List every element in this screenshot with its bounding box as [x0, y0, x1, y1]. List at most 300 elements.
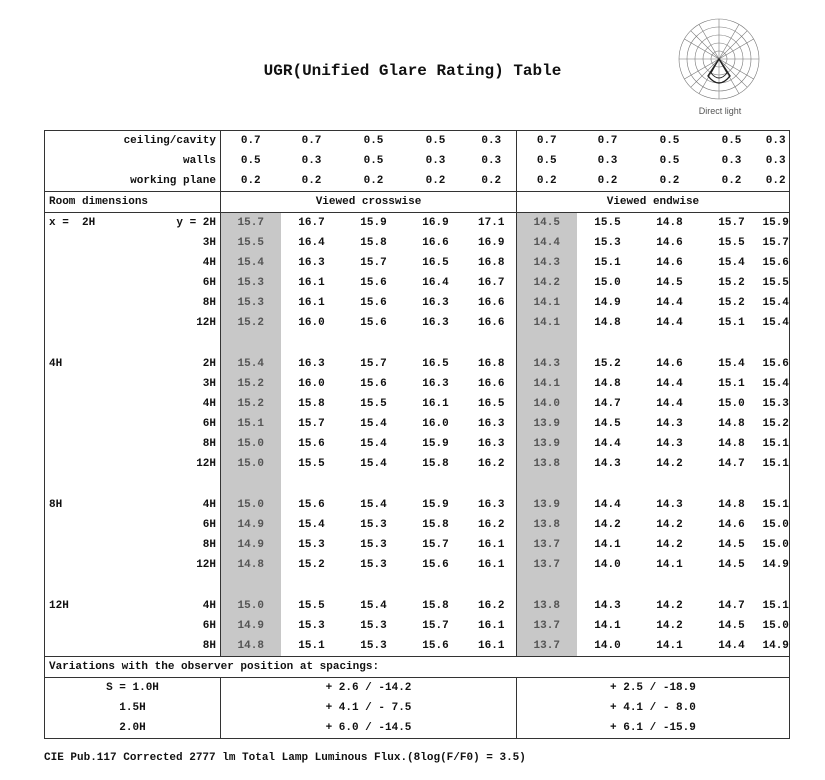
ugr-value: 15.3 — [360, 539, 387, 551]
spacer-cell — [763, 333, 790, 354]
ugr-value: 15.7 — [718, 217, 745, 229]
reflectance-value: 0.3 — [763, 131, 790, 152]
ugr-value: 15.5 — [763, 273, 790, 293]
data-row — [45, 636, 790, 657]
ugr-value: 16.2 — [478, 600, 505, 612]
ugr-value: 15.4 — [718, 257, 745, 269]
room-y-label: 12H — [169, 454, 221, 474]
room-x-label: 4H — [45, 354, 169, 374]
room-x-label — [45, 374, 169, 394]
ugr-value: 14.9 — [763, 636, 790, 657]
ugr-value: 16.1 — [298, 277, 325, 289]
spacer-cell — [45, 474, 221, 495]
ugr-value: 15.6 — [298, 438, 325, 450]
spacing-label: 2.0H — [45, 718, 221, 739]
ugr-value: 15.4 — [360, 438, 387, 450]
ugr-value: 15.0 — [594, 277, 621, 289]
ugr-value: 15.4 — [360, 418, 387, 430]
ugr-value: 14.1 — [594, 539, 621, 551]
ugr-value: 16.3 — [478, 418, 505, 430]
spacer-cell — [343, 333, 405, 354]
ugr-value: 13.8 — [517, 596, 577, 616]
ugr-value: 15.6 — [360, 277, 387, 289]
reflectance-value: 0.5 — [517, 151, 577, 171]
spacer-cell — [517, 474, 577, 495]
ugr-value: 15.4 — [718, 358, 745, 370]
ugr-value: 15.7 — [298, 418, 325, 430]
room-y-label: 4H — [169, 596, 221, 616]
ugr-value: 15.8 — [298, 398, 325, 410]
crosswise-variation: + 6.0 / -14.5 — [221, 718, 517, 739]
ugr-value: 14.3 — [656, 499, 683, 511]
data-row — [45, 495, 790, 515]
spacer-cell — [639, 474, 701, 495]
ugr-value: 15.7 — [763, 233, 790, 253]
room-y-label: 6H — [169, 414, 221, 434]
reflectance-label: working plane — [45, 171, 221, 192]
data-row — [45, 394, 790, 414]
reflectance-value: 0.5 — [343, 131, 405, 152]
spacer-cell — [517, 575, 577, 596]
room-x-label — [45, 515, 169, 535]
room-x-label — [45, 253, 169, 273]
data-row — [45, 253, 790, 273]
ugr-value: 15.0 — [221, 596, 281, 616]
ugr-value: 15.0 — [718, 398, 745, 410]
ugr-value: 14.1 — [594, 620, 621, 632]
ugr-value: 16.2 — [478, 519, 505, 531]
reflectance-value: 0.2 — [763, 171, 790, 192]
room-y-label: 6H — [169, 616, 221, 636]
room-x-label — [45, 616, 169, 636]
ugr-value: 14.3 — [656, 418, 683, 430]
data-row — [45, 616, 790, 636]
data-row — [45, 454, 790, 474]
data-row — [45, 313, 790, 333]
ugr-value: 14.8 — [221, 636, 281, 657]
reflectance-value: 0.2 — [467, 171, 517, 192]
footer-note: CIE Pub.117 Corrected 2777 lm Total Lamp Luminous Flux.(8log(F/F0) = 3.5) — [44, 752, 526, 764]
ugr-value: 14.8 — [718, 499, 745, 511]
ugr-value: 15.7 — [221, 213, 281, 234]
ugr-value: 13.8 — [517, 454, 577, 474]
spacer-cell — [577, 333, 639, 354]
variation-row — [45, 718, 790, 739]
ugr-value: 14.3 — [656, 438, 683, 450]
endwise-header: Viewed endwise — [517, 192, 790, 213]
spacer-cell — [639, 575, 701, 596]
spacer-cell — [343, 474, 405, 495]
ugr-value: 15.5 — [594, 217, 621, 229]
spacer-cell — [405, 333, 467, 354]
ugr-value: 16.5 — [422, 257, 449, 269]
ugr-value: 15.8 — [422, 600, 449, 612]
data-row — [45, 555, 790, 575]
ugr-value: 15.9 — [422, 499, 449, 511]
room-y-label: 6H — [169, 515, 221, 535]
ugr-value: 15.3 — [360, 559, 387, 571]
ugr-value: 16.5 — [478, 398, 505, 410]
ugr-value: 16.3 — [478, 438, 505, 450]
ugr-value: 14.4 — [656, 297, 683, 309]
ugr-value: 14.1 — [517, 293, 577, 313]
reflectance-value: 0.2 — [221, 171, 281, 192]
spacing-label: 1.5H — [45, 698, 221, 718]
ugr-value: 14.1 — [517, 313, 577, 333]
header-row — [45, 192, 790, 213]
ugr-value: 15.3 — [298, 620, 325, 632]
ugr-value: 15.3 — [360, 519, 387, 531]
spacer-cell — [577, 474, 639, 495]
ugr-value: 16.1 — [298, 297, 325, 309]
reflectance-value: 0.5 — [639, 131, 701, 152]
data-row — [45, 273, 790, 293]
ugr-value: 15.5 — [298, 600, 325, 612]
crosswise-variation: + 2.6 / -14.2 — [325, 682, 412, 694]
ugr-value: 16.3 — [478, 499, 505, 511]
spacer-cell — [405, 575, 467, 596]
room-x-label — [45, 293, 169, 313]
reflectance-row-walls — [45, 151, 790, 171]
ugr-value: 14.6 — [656, 358, 683, 370]
reflectance-value: 0.2 — [281, 171, 343, 192]
ugr-value: 14.8 — [718, 418, 745, 430]
ugr-value: 16.3 — [422, 297, 449, 309]
room-y-label: 3H — [169, 233, 221, 253]
spacer-cell — [467, 333, 517, 354]
reflectance-value: 0.3 — [425, 155, 446, 167]
room-x-label — [45, 273, 169, 293]
ugr-value: 16.1 — [422, 398, 449, 410]
ugr-value: 15.8 — [422, 519, 449, 531]
ugr-value: 15.5 — [298, 458, 325, 470]
ugr-value: 16.3 — [298, 257, 325, 269]
reflectance-value: 0.3 — [597, 155, 618, 167]
ugr-value: 15.7 — [422, 539, 449, 551]
ugr-value: 15.3 — [221, 273, 281, 293]
ugr-value: 14.2 — [656, 519, 683, 531]
reflectance-value: 0.7 — [221, 131, 281, 152]
ugr-value: 16.1 — [467, 636, 517, 657]
room-y-value: 2H — [202, 217, 216, 229]
spacer-cell — [45, 575, 221, 596]
room-x-label — [45, 313, 169, 333]
ugr-value: 15.9 — [763, 213, 790, 234]
room-y-prefix: y = — [176, 217, 197, 229]
ugr-value: 15.3 — [221, 293, 281, 313]
ugr-value: 16.1 — [478, 620, 505, 632]
ugr-value: 15.6 — [298, 499, 325, 511]
ugr-value: 14.9 — [221, 535, 281, 555]
ugr-value: 14.9 — [221, 515, 281, 535]
ugr-value: 15.2 — [298, 559, 325, 571]
ugr-value: 14.9 — [763, 555, 790, 575]
ugr-value: 14.4 — [517, 233, 577, 253]
ugr-value: 15.4 — [763, 374, 790, 394]
ugr-value: 16.6 — [422, 237, 449, 249]
reflectance-row-ceiling — [45, 131, 790, 152]
ugr-value: 15.2 — [718, 297, 745, 309]
ugr-value: 15.4 — [221, 253, 281, 273]
data-row — [45, 434, 790, 454]
ugr-value: 14.4 — [656, 398, 683, 410]
reflectance-value: 0.2 — [405, 171, 467, 192]
data-row — [45, 515, 790, 535]
reflectance-value: 0.5 — [405, 131, 467, 152]
ugr-value: 16.3 — [422, 378, 449, 390]
spacer-cell — [467, 575, 517, 596]
ugr-value: 15.1 — [763, 596, 790, 616]
room-dimensions-header: Room dimensions — [45, 192, 221, 213]
spacer-cell — [763, 575, 790, 596]
ugr-value: 15.2 — [763, 414, 790, 434]
data-row — [45, 374, 790, 394]
ugr-value: 16.2 — [478, 458, 505, 470]
ugr-value: 16.0 — [298, 378, 325, 390]
ugr-value: 15.2 — [594, 358, 621, 370]
spacing-label: S = 1.0H — [45, 678, 221, 699]
ugr-value: 14.9 — [221, 616, 281, 636]
ugr-value: 16.4 — [422, 277, 449, 289]
ugr-value: 15.9 — [422, 438, 449, 450]
ugr-value: 16.6 — [478, 378, 505, 390]
space — [196, 217, 203, 229]
room-y-label: 8H — [169, 535, 221, 555]
variations-heading: Variations with the observer position at spacings: — [45, 657, 790, 678]
ugr-value: 15.6 — [763, 354, 790, 374]
room-x-label — [45, 555, 169, 575]
crosswise-header: Viewed crosswise — [221, 192, 517, 213]
ugr-value: 15.1 — [718, 378, 745, 390]
spacer-cell — [281, 575, 343, 596]
ugr-value: 15.4 — [360, 499, 387, 511]
room-y-label: 4H — [169, 253, 221, 273]
room-x-label — [45, 233, 169, 253]
ugr-value: 15.0 — [221, 495, 281, 515]
ugr-value: 14.0 — [594, 559, 621, 571]
room-y-label: 8H — [169, 434, 221, 454]
ugr-value: 15.6 — [405, 636, 467, 657]
ugr-value: 15.7 — [360, 358, 387, 370]
spacer-row — [45, 333, 790, 354]
reflectance-value: 0.7 — [577, 131, 639, 152]
room-y-label: 8H — [169, 636, 221, 657]
spacer-cell — [343, 575, 405, 596]
room-x-label: 12H — [45, 596, 169, 616]
reflectance-value: 0.5 — [659, 155, 680, 167]
reflectance-value: 0.3 — [301, 155, 322, 167]
ugr-value: 14.7 — [718, 600, 745, 612]
ugr-value: 14.7 — [594, 398, 621, 410]
spacer-cell — [701, 575, 763, 596]
spacer-cell — [467, 474, 517, 495]
data-row — [45, 414, 790, 434]
ugr-value: 15.6 — [360, 378, 387, 390]
ugr-value: 14.1 — [639, 636, 701, 657]
spacer-cell — [281, 474, 343, 495]
data-row — [45, 596, 790, 616]
ugr-value: 15.5 — [718, 237, 745, 249]
spacer-cell — [221, 575, 281, 596]
ugr-value: 15.1 — [763, 495, 790, 515]
ugr-value: 16.8 — [478, 257, 505, 269]
room-x-label — [45, 394, 169, 414]
ugr-value: 15.3 — [298, 539, 325, 551]
ugr-value: 15.6 — [360, 297, 387, 309]
room-y-label: 3H — [169, 374, 221, 394]
room-x-label — [45, 414, 169, 434]
ugr-value: 15.2 — [221, 394, 281, 414]
spacer-cell — [281, 333, 343, 354]
room-y-label — [169, 213, 221, 234]
ugr-value: 13.7 — [517, 555, 577, 575]
variations-heading-row — [45, 657, 790, 678]
crosswise-variation: + 4.1 / - 7.5 — [325, 702, 412, 714]
spacer-cell — [639, 333, 701, 354]
ugr-value: 15.6 — [422, 559, 449, 571]
data-row — [45, 233, 790, 253]
spacer-cell — [405, 474, 467, 495]
ugr-value: 15.8 — [360, 237, 387, 249]
ugr-value: 16.0 — [422, 418, 449, 430]
room-y-label: 4H — [169, 394, 221, 414]
ugr-value: 14.8 — [594, 378, 621, 390]
room-y-label: 6H — [169, 273, 221, 293]
endwise-variation: + 4.1 / - 8.0 — [517, 698, 790, 718]
ugr-value: 14.5 — [718, 620, 745, 632]
ugr-value: 15.1 — [281, 636, 343, 657]
room-y-label: 12H — [169, 313, 221, 333]
spacer-cell — [45, 333, 221, 354]
ugr-value: 15.4 — [360, 600, 387, 612]
data-row — [45, 354, 790, 374]
ugr-value: 15.4 — [221, 354, 281, 374]
ugr-value: 15.8 — [422, 458, 449, 470]
spacer-cell — [517, 333, 577, 354]
reflectance-value: 0.2 — [639, 171, 701, 192]
reflectance-label: ceiling/cavity — [45, 131, 221, 152]
ugr-value: 15.2 — [221, 313, 281, 333]
ugr-value: 13.7 — [517, 535, 577, 555]
data-row — [45, 293, 790, 313]
ugr-value: 15.3 — [360, 620, 387, 632]
ugr-value: 14.5 — [656, 277, 683, 289]
ugr-value: 16.6 — [478, 317, 505, 329]
ugr-value: 16.1 — [478, 539, 505, 551]
room-y-label: 2H — [169, 354, 221, 374]
room-y-label: 4H — [169, 495, 221, 515]
ugr-value: 15.5 — [360, 398, 387, 410]
ugr-value: 14.4 — [594, 499, 621, 511]
ugr-value: 14.4 — [594, 438, 621, 450]
ugr-value: 14.1 — [517, 374, 577, 394]
reflectance-row-plane — [45, 171, 790, 192]
ugr-value: 15.3 — [763, 394, 790, 414]
reflectance-label: walls — [45, 151, 221, 171]
ugr-value: 14.0 — [577, 636, 639, 657]
ugr-value: 15.4 — [360, 458, 387, 470]
ugr-value: 16.8 — [478, 358, 505, 370]
ugr-value: 16.9 — [478, 237, 505, 249]
room-x-label — [45, 434, 169, 454]
ugr-value: 16.3 — [298, 358, 325, 370]
ugr-value: 14.2 — [656, 620, 683, 632]
spacer-row — [45, 575, 790, 596]
ugr-value: 14.8 — [718, 438, 745, 450]
reflectance-value: 0.3 — [467, 131, 517, 152]
reflectance-value: 0.7 — [281, 131, 343, 152]
ugr-value: 15.3 — [343, 636, 405, 657]
ugr-value: 16.3 — [422, 317, 449, 329]
room-x-label — [45, 636, 169, 657]
ugr-value: 16.6 — [478, 297, 505, 309]
page-title: UGR(Unified Glare Rating) Table — [263, 62, 562, 80]
reflectance-value: 0.5 — [240, 155, 261, 167]
ugr-value: 14.2 — [594, 519, 621, 531]
data-row — [45, 535, 790, 555]
room-x-label: x = 2H — [45, 213, 169, 234]
ugr-value: 15.4 — [763, 293, 790, 313]
reflectance-value: 0.3 — [481, 155, 502, 167]
ugr-value: 14.5 — [517, 213, 577, 234]
ugr-value: 16.0 — [298, 317, 325, 329]
endwise-variation: + 6.1 / -15.9 — [517, 718, 790, 739]
ugr-value: 15.0 — [221, 434, 281, 454]
ugr-value: 15.0 — [763, 535, 790, 555]
ugr-value: 15.0 — [763, 515, 790, 535]
ugr-value: 14.2 — [656, 458, 683, 470]
reflectance-value: 0.3 — [763, 151, 790, 171]
ugr-value: 15.4 — [298, 519, 325, 531]
room-x-label: 8H — [45, 495, 169, 515]
spacer-row — [45, 474, 790, 495]
ugr-value: 14.9 — [594, 297, 621, 309]
room-x-label — [45, 535, 169, 555]
ugr-value: 15.6 — [763, 253, 790, 273]
ugr-value: 14.3 — [594, 600, 621, 612]
ugr-value: 14.1 — [656, 559, 683, 571]
endwise-variation: + 2.5 / -18.9 — [517, 678, 790, 699]
ugr-value: 15.0 — [763, 616, 790, 636]
ugr-value: 14.5 — [718, 559, 745, 571]
ugr-value: 15.2 — [221, 374, 281, 394]
spacer-cell — [701, 333, 763, 354]
ugr-value: 14.2 — [656, 600, 683, 612]
spacer-cell — [701, 474, 763, 495]
ugr-value: 15.2 — [718, 277, 745, 289]
variation-row — [45, 698, 790, 718]
ugr-table — [44, 130, 790, 739]
ugr-value: 16.9 — [422, 217, 449, 229]
ugr-value: 14.4 — [656, 378, 683, 390]
ugr-value: 17.1 — [478, 217, 505, 229]
reflectance-value: 0.3 — [721, 155, 742, 167]
ugr-value: 14.6 — [718, 519, 745, 531]
reflectance-value: 0.2 — [701, 171, 763, 192]
reflectance-value: 0.2 — [577, 171, 639, 192]
ugr-value: 15.3 — [594, 237, 621, 249]
reflectance-value: 0.2 — [343, 171, 405, 192]
ugr-value: 15.7 — [360, 257, 387, 269]
ugr-value: 14.8 — [594, 317, 621, 329]
ugr-value: 14.2 — [656, 539, 683, 551]
ugr-value: 14.3 — [594, 458, 621, 470]
ugr-value: 13.9 — [517, 434, 577, 454]
ugr-value: 13.8 — [517, 515, 577, 535]
ugr-value: 15.1 — [594, 257, 621, 269]
ugr-value: 14.0 — [517, 394, 577, 414]
spacer-cell — [763, 474, 790, 495]
